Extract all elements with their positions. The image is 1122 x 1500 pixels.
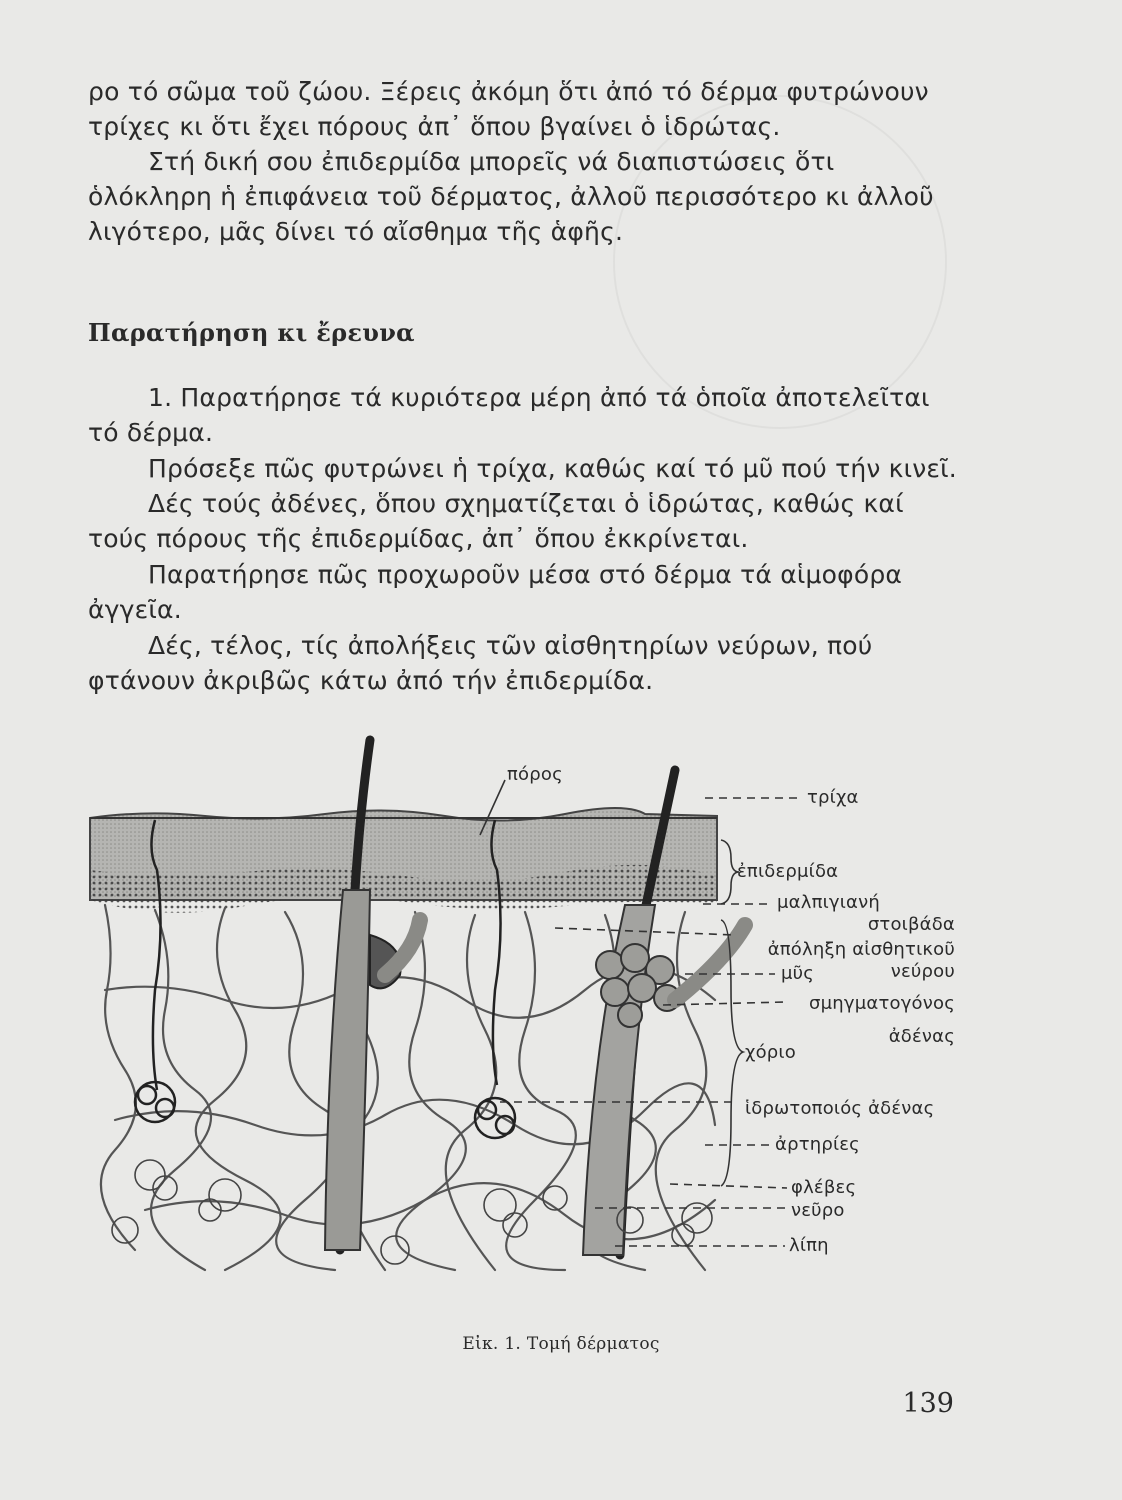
label-malpighian-1: μαλπιγιανή <box>777 892 880 913</box>
label-sebaceous-1: σμηγματογόνος <box>809 993 955 1014</box>
label-malpighian-2: στοιβάδα <box>867 914 955 935</box>
label-dermis: χόριο <box>745 1042 796 1063</box>
page-number: 139 <box>902 1388 954 1419</box>
instruction-2-text: Πρόσεξε πῶς φυτρώνει ἡ τρίχα, καθώς καί τό μῦ πού τήν κινεῖ. <box>148 454 957 483</box>
instruction-3 <box>88 486 960 556</box>
label-nerve-ending-2: νεύρου <box>890 961 955 982</box>
label-muscle: μῦς <box>781 963 815 984</box>
label-nerve: νεῦρο <box>791 1200 845 1221</box>
label-arteries: ἀρτηρίες <box>775 1134 860 1155</box>
instruction-1-text: 1. Παρατήρησε τά κυριότερα μέρη ἀπό τά ὁποῖα ἀποτελεῖται τό δέρμα. <box>88 383 930 447</box>
arrector-muscle-right <box>675 925 745 1000</box>
instruction-1 <box>88 380 960 450</box>
instruction-2 <box>88 451 960 486</box>
label-sweat-gland: ἱδρωτοποιός ἀδένας <box>745 1098 935 1119</box>
label-fat: λίπη <box>789 1235 829 1256</box>
label-hair: τρίχα <box>807 787 859 808</box>
instruction-4 <box>88 557 960 627</box>
paragraph-touch <box>88 144 960 249</box>
hair-follicle-left <box>325 890 370 1250</box>
section-heading: Παρατήρηση κι ἔρευνα <box>88 318 415 347</box>
instruction-4-text: Παρατήρησε πῶς προχωροῦν μέσα στό δέρμα τά αἱμοφόρα ἀγγεῖα. <box>88 560 903 624</box>
instruction-5-text: Δές, τέλος, τίς ἀπολήξεις τῶν αἰσθητηρίων νεύρων, πού φτάνουν ἀκριβῶς κάτω ἀπό τήν ἐπιδερμίδα. <box>88 631 873 695</box>
instruction-5 <box>88 628 960 698</box>
label-pore: πόρος <box>507 764 563 785</box>
label-nerve-ending-1: ἀπόληξη αἰσθητικοῦ <box>767 939 955 960</box>
paragraph-touch-text: Στή δική σου ἐπιδερμίδα μπορεῖς νά διαπιστώσεις ὅτι ὁλόκληρη ἡ ἐπιφάνεια τοῦ δέρματος, ἀλλοῦ περισσότερο κι ἀλλοῦ λιγότερο, μᾶς δίνει τό αἴσθημα τῆς ἁφῆς. <box>88 147 934 246</box>
skin-section-figure <box>85 730 965 1280</box>
label-epidermis: ἐπιδερμίδα <box>737 861 839 882</box>
label-sebaceous-2: ἀδένας <box>888 1026 955 1047</box>
paragraph-intro: ρο τό σῶμα τοῦ ζώου. Ξέρεις ἀκόμη ὅτι ἀπό τό δέρμα φυτρώνουν τρίχες κι ὅτι ἔχει πόρους ἀπ᾽ ὅπου βγαίνει ὁ ἱδρώτας. <box>88 77 929 141</box>
label-veins: φλέβες <box>791 1177 857 1198</box>
instruction-3-text: Δές τούς ἀδένες, ὅπου σχηματίζεται ὁ ἱδρώτας, καθώς καί τούς πόρους τῆς ἐπιδερμίδας, ἀπ᾽ ὅπου ἐκκρίνεται. <box>88 489 904 553</box>
figure-caption: Εἰκ. 1. Τομή δέρματος <box>462 1334 660 1354</box>
